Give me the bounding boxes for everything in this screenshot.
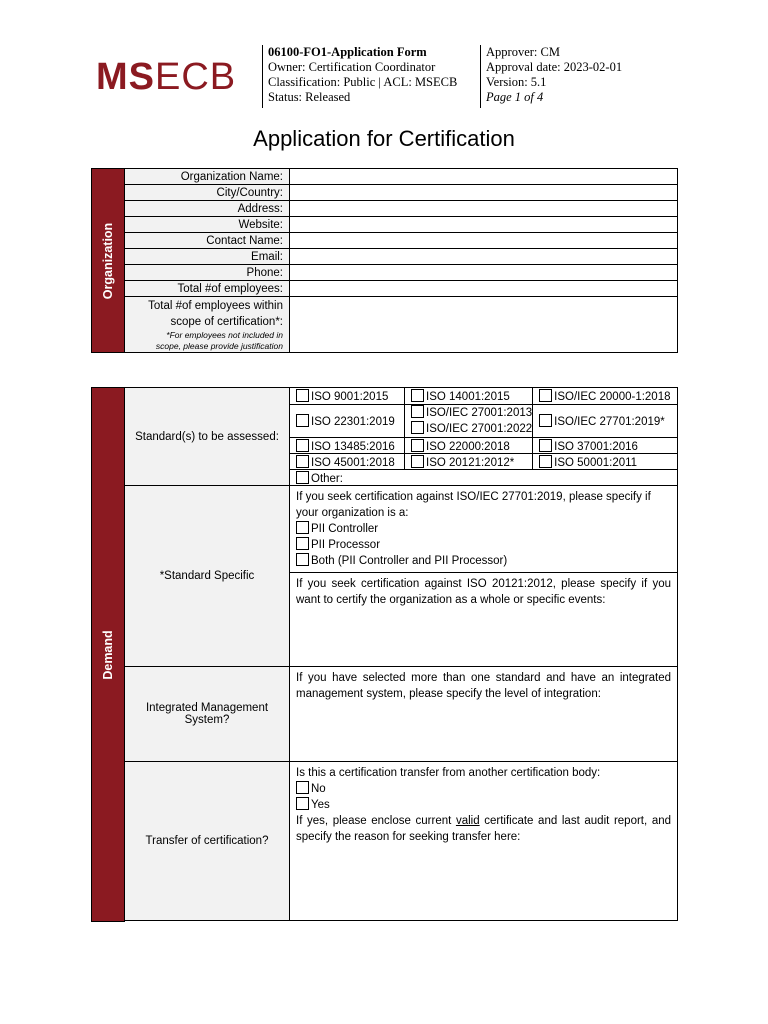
contact-name-label: Contact Name: — [125, 233, 290, 249]
opt-iso22000[interactable]: ISO 22000:2018 — [405, 438, 533, 454]
scope-employees-field[interactable] — [290, 297, 678, 353]
opt-iso13485[interactable]: ISO 13485:2016 — [290, 438, 405, 454]
transfer-yes-option[interactable]: Yes — [296, 797, 671, 813]
owner: Owner: Certification Coordinator — [268, 60, 436, 74]
opt-iso27001[interactable]: ISO/IEC 27001:2013 ISO/IEC 27001:2022 — [405, 405, 533, 438]
transfer-note: If yes, please enclose current valid certificate and last audit report, and specify the reason for seeking transfer here: — [296, 815, 672, 843]
checkbox[interactable] — [411, 421, 424, 434]
checkbox[interactable] — [539, 439, 552, 452]
employees-field[interactable] — [290, 281, 678, 297]
opt-iso14001[interactable]: ISO 14001:2015 — [405, 388, 533, 405]
checkbox[interactable] — [411, 439, 424, 452]
version: Version: 5.1 — [486, 75, 547, 89]
opt-other[interactable]: Other: — [290, 470, 678, 486]
opt-iso20000[interactable]: ISO/IEC 20000-1:2018 — [533, 388, 678, 405]
msecb-logo: MSECB — [96, 56, 237, 98]
checkbox[interactable] — [296, 471, 309, 484]
transfer-question[interactable]: Is this a certification transfer from another certification body: No Yes If yes, please enclose current valid certificate and last audit report, and specify the reason for seeking transfer here: — [290, 762, 678, 921]
demand-table — [91, 387, 678, 922]
opt-iso45001[interactable]: ISO 45001:2018 — [290, 454, 405, 470]
approval-info — [480, 45, 636, 108]
transfer-label: Transfer of certification? — [125, 762, 290, 921]
approver: Approver: CM — [486, 45, 560, 59]
approval-date: Approval date: 2023-02-01 — [486, 60, 623, 74]
email-field[interactable] — [290, 249, 678, 265]
organization-section-label: Organization — [92, 169, 125, 353]
scope-employees-label: Total #of employees within scope of certification*: *For employees not included in scope, please provide justification — [125, 297, 290, 353]
checkbox[interactable] — [296, 537, 309, 550]
checkbox[interactable] — [296, 414, 309, 427]
pii-question: If you seek certification against ISO/IEC 27701:2019, please specify if your organization is a: PII Controller PII Processor Both (PII Controller and PII Processor) — [290, 486, 678, 573]
checkbox[interactable] — [296, 553, 309, 566]
document-info — [262, 45, 478, 108]
page-number: Page 1 of 4 — [486, 90, 544, 104]
standard-specific-label: *Standard Specific — [125, 486, 290, 667]
checkbox[interactable] — [296, 439, 309, 452]
organization-table — [91, 168, 678, 353]
opt-iso27701[interactable]: ISO/IEC 27701:2019* — [533, 405, 678, 438]
event-question[interactable]: If you seek certification against ISO 20121:2012, please specify if you want to certify the organization as a whole or specific events: — [290, 573, 678, 667]
status: Status: Released — [268, 90, 351, 104]
checkbox[interactable] — [296, 389, 309, 402]
checkbox[interactable] — [296, 797, 309, 810]
opt-iso37001[interactable]: ISO 37001:2016 — [533, 438, 678, 454]
pii-processor-option[interactable]: PII Processor — [296, 537, 671, 553]
checkbox[interactable] — [539, 414, 552, 427]
contact-name-field[interactable] — [290, 233, 678, 249]
checkbox[interactable] — [539, 455, 552, 468]
classification: Classification: Public | ACL: MSECB — [268, 75, 458, 89]
transfer-no-option[interactable]: No — [296, 781, 671, 797]
email-label: Email: — [125, 249, 290, 265]
website-label: Website: — [125, 217, 290, 233]
org-name-field[interactable] — [290, 169, 678, 185]
demand-section-label: Demand — [92, 388, 125, 922]
checkbox[interactable] — [411, 455, 424, 468]
ims-label: Integrated Management System? — [125, 667, 290, 762]
opt-iso50001[interactable]: ISO 50001:2011 — [533, 454, 678, 470]
phone-field[interactable] — [290, 265, 678, 281]
checkbox[interactable] — [296, 455, 309, 468]
checkbox[interactable] — [411, 405, 424, 418]
checkbox[interactable] — [296, 521, 309, 534]
checkbox[interactable] — [411, 389, 424, 402]
page-title: Application for Certification — [253, 126, 515, 151]
checkbox[interactable] — [296, 781, 309, 794]
ims-question[interactable]: If you have selected more than one standard and have an integrated management system, please specify the level of integration: — [290, 667, 678, 762]
address-field[interactable] — [290, 201, 678, 217]
city-country-field[interactable] — [290, 185, 678, 201]
employees-label: Total #of employees: — [125, 281, 290, 297]
pii-controller-option[interactable]: PII Controller — [296, 521, 671, 537]
opt-iso20121[interactable]: ISO 20121:2012* — [405, 454, 533, 470]
org-name-label: Organization Name: — [125, 169, 290, 185]
form-id: 06100-FO1-Application Form — [268, 45, 427, 59]
address-label: Address: — [125, 201, 290, 217]
standards-label: Standard(s) to be assessed: — [125, 388, 290, 486]
city-country-label: City/Country: — [125, 185, 290, 201]
website-field[interactable] — [290, 217, 678, 233]
checkbox[interactable] — [539, 389, 552, 402]
opt-iso22301[interactable]: ISO 22301:2019 — [290, 405, 405, 438]
opt-iso9001[interactable]: ISO 9001:2015 — [290, 388, 405, 405]
pii-both-option[interactable]: Both (PII Controller and PII Processor) — [296, 553, 671, 569]
phone-label: Phone: — [125, 265, 290, 281]
